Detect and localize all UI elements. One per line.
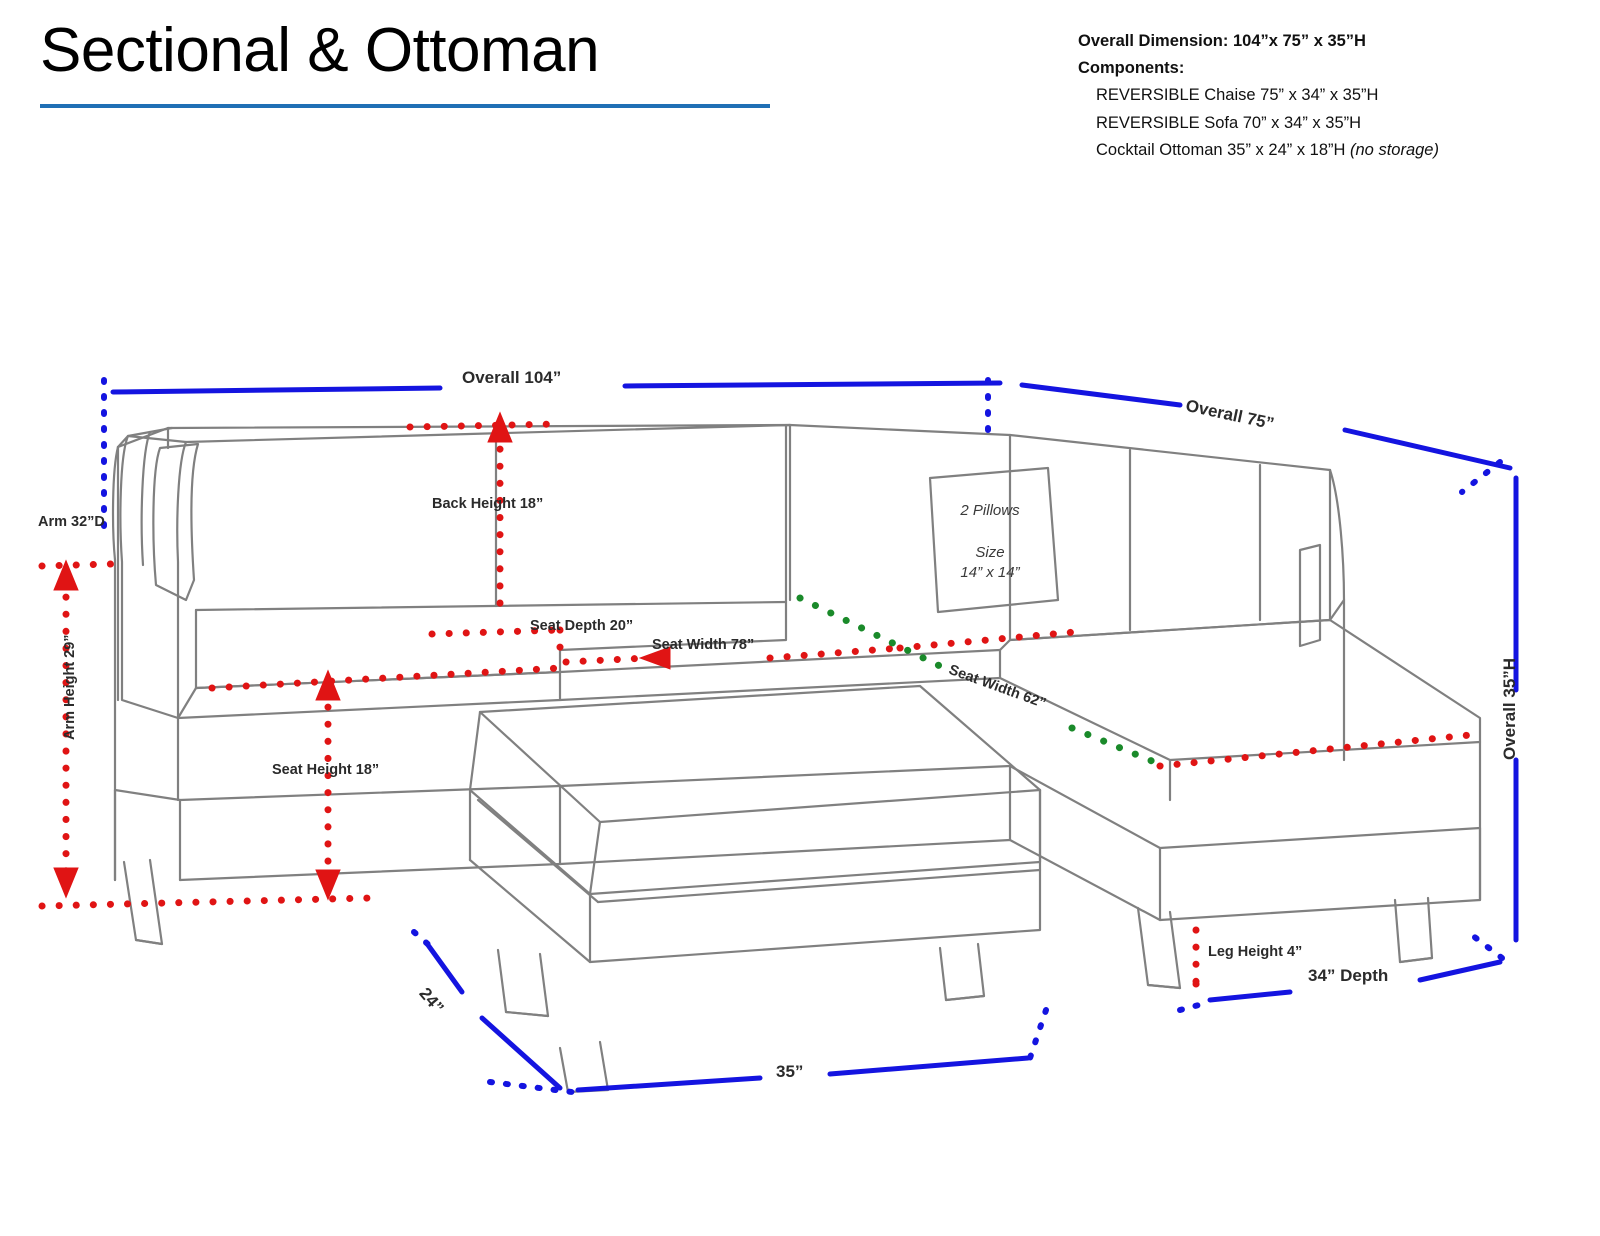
spec-ottoman-note: (no storage) [1350, 140, 1439, 159]
label-pillow-count: 2 Pillows [960, 502, 1020, 519]
label-pillow-size: Size [975, 544, 1005, 561]
label-seat-width-62: Seat Width 62” [946, 662, 1049, 712]
label-leg-height: Leg Height 4” [1208, 944, 1303, 960]
page-title: Sectional & Ottoman [40, 16, 600, 85]
label-overall-35h: Overall 35”H [1500, 657, 1519, 760]
spec-component-sofa: REVERSIBLE Sofa 70” x 34” x 35”H [1096, 113, 1362, 132]
label-overall-75: Overall 75” [1184, 396, 1276, 434]
label-back-height: Back Height 18” [432, 496, 544, 512]
label-ottoman-24: 24” [415, 984, 448, 1018]
label-pillow-size-value: 14” x 14” [960, 564, 1020, 581]
spec-ottoman-text: Cocktail Ottoman 35” x 24” x 18”H [1096, 140, 1351, 159]
spec-overall-dimension: Overall Dimension: 104”x 75” x 35”H [1078, 32, 1366, 50]
label-seat-height: Seat Height 18” [272, 762, 380, 778]
label-depth-34: 34” Depth [1308, 966, 1389, 985]
label-seat-width-78: Seat Width 78” [652, 637, 755, 653]
label-ottoman-35: 35” [776, 1062, 804, 1081]
spec-component-chaise: REVERSIBLE Chaise 75” x 34” x 35”H [1096, 86, 1379, 105]
label-overall-104: Overall 104” [462, 368, 562, 387]
spec-components-label: Components: [1078, 59, 1185, 78]
label-seat-depth: Seat Depth 20” [530, 618, 634, 634]
label-arm-depth: Arm 32”D [38, 514, 105, 530]
label-arm-height: Arm Height 29” [62, 634, 78, 740]
